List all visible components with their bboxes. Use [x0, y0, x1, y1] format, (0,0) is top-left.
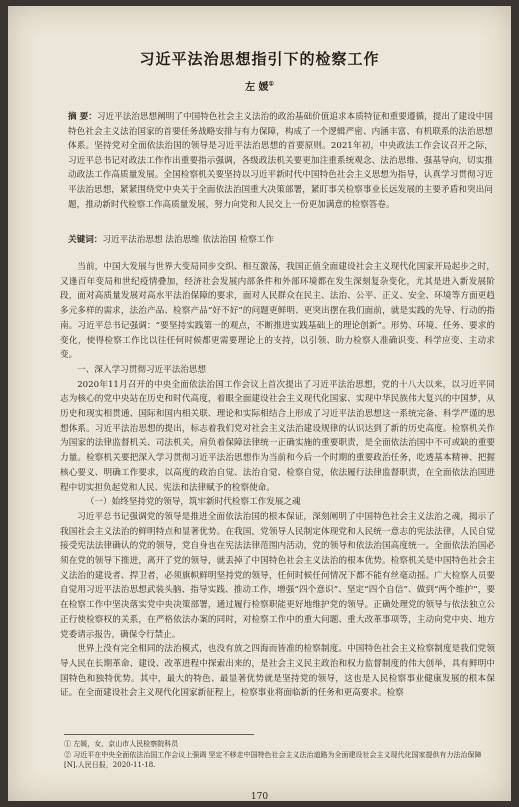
body-paragraph: 世界上没有完全相同的法治模式，也没有放之四海而皆准的检察制度。中国特色社会主义检察制度是我们党领导人民在长期革命、建设、改革进程中探索出来的，是社会主义民主政治和权力监督制度的伟大创举，具有鲜明中国特色和独特优势。其中，最大的特色、最显著优势就是坚持党的领导，这也是人民检察事业健康发展的根本保证。在全面建设社会主义现代化国家新征程上，检察事业将面临新的任务和更高要求。检察: [60, 644, 495, 699]
author-text: 左 媛: [245, 82, 269, 93]
keywords-label: 关键词：: [68, 235, 103, 245]
abstract-text: 习近平法治思想阐明了中国特色社会主义法治的政治基础价值追求本质特征和重要遵循，提出了建设中国特色社会主义法治国家的首要任务战略安排与有力保障，构成了一个逻辑严密、内涵丰富、有机联系的法治思想体系。坚持党对全面依法治国的领导是习近平法治思想的首要原则。2021年初，中央政法工作会议召开之际，习近平总书记对政法工作作出重要指示强调，各级政法机关要更加注重系统观念、法治思维、强基导向，切实推动政法工作高质量发展。全国检察机关要坚持以习近平新时代中国特色社会主义思想为指导，认真学习贯彻习近平法治思想，紧紧围绕党中央关于全面依法治国重大决策部署，紧盯事关检察事业长远发展的主要矛盾和突出问题，推动新时代检察工作高质量发展，努力向党和人民交上一份更加满意的检察答卷。: [68, 112, 493, 210]
footnote: ① 左媛，女，京山市人民检察院科员: [64, 740, 179, 748]
section-heading: （一）始终坚持党的领导，筑牢新时代检察工作发展之魂: [85, 497, 301, 508]
body-paragraph: 2020年11月召开的中央全面依法治国工作会议上首次提出了习近平法治思想，党的十八大以来，以习近平同志为核心的党中央站在历史和时代高度，着眼全面建设社会主义现代化国家、实现中华民族伟大复兴的中国梦，从历史和现实相贯通、国际和国内相关联、理论和实际相结合上形成了习近平法治思想这一系统完备、科学严谨的思想体系。习近平法治思想的提出，标志着我们党对社会主义法治建设规律的认识达到了新的历史高度。检察机关作为国家的法律监督机关、司法机关，肩负着保障法律统一正确实施的重要职责，是全面依法治国中不可或缺的重要力量。检察机关要把深入学习贯彻习近平法治思想作为当前和今后一个时期的重要政治任务，吃透基本精神、把握核心要义、明确工作要求，以高度的政治自觉、法治自觉、检察自觉，依法履行法律监督职责，在全面依法治国进程中切实担负起党和人民、宪法和法律赋予的检察使命。: [60, 379, 495, 493]
footnote-divider: [64, 734, 254, 735]
footnotes: [64, 739, 491, 771]
footnote: ② 习近平在中央全面依法治国工作会议上强调 坚定不移走中国特色社会主义法治道路为全面建设社会主义现代化国家提供有力法治保障[N].人民日报，2020-11-18.: [64, 750, 482, 769]
author-name: [8, 78, 511, 93]
abstract-label: 摘 要：: [68, 112, 97, 122]
keywords: [68, 233, 493, 248]
author-footnote-mark: ①: [268, 80, 274, 88]
article-title: 习近平法治思想指引下的检察工作: [139, 50, 380, 68]
section-heading: 一、深入学习贯彻习近平法治思想: [77, 364, 207, 375]
page-number: 170: [250, 792, 269, 801]
document-page: [8, 6, 511, 801]
article-body: [60, 260, 495, 701]
body-paragraph: 当前，中国大发展与世界大变局同步交织、相互激荡，我国正值全面建设社会主义现代化国家开局起步之时，又逢百年变局和世纪疫情叠加，经济社会发展内部条件和外部环境都在发生深刻复杂变化，尤其是进入新发展阶段，面对高质量发展对高水平法治保障的要求，面对人民群众在民主、法治、公平、正义、安全、环境等方面更趋多元多样的需求，法治产品、检察产品“好不好”的问题更鲜明、更突出摆在我们面前，就是实践的先导、行动的指南。习近平总书记强调：“要坚持实践第一的观点，不断推进实践基础上的理论创新”。形势、环境、任务、要求的变化，使得检察工作比以往任何时候都更需要理论上的支持，以引领、助力检察人准确识变、科学应变、主动求变。: [60, 262, 495, 361]
keywords-text: 习近平法治思想 法治思维 依法治国 检察工作: [102, 235, 274, 245]
abstract: [68, 110, 493, 212]
body-paragraph: 习近平总书记强调党的领导是推进全面依法治国的根本保证，深刻阐明了中国特色社会主义法治之魂，揭示了我国社会主义法治的鲜明特点和显著优势。在我国，党领导人民制定体现党和人民统一意志的宪法法律，人民自觉接受宪法法律确认的党的领导，党自身也在宪法法律范围内活动，党的领导和依法治国高度统一。全面依法治国必须在党的领导下推进，离开了党的领导，就丢掉了中国特色社会主义法治的根本优势。检察机关是中国特色社会主义法治的建设者、捍卫者，必须旗帜鲜明坚持党的领导，任何时候任何情况下都不能有丝毫动摇。广大检察人员要自觉用习近平法治思想武装头脑、指导实践、推动工作，增强“四个意识”、坚定“四个自信”、做到“两个维护”，要在检察工作中坚决落实党中央决策部署，通过履行检察职能更好地维护党的领导。正确处理党的领导与依法独立公正行使检察权的关系，在严格依法办案的同时，对检察工作中的重大问题、重大改革事项等，主动向党中央、地方党委请示报告，确保令行禁止。: [60, 511, 495, 640]
